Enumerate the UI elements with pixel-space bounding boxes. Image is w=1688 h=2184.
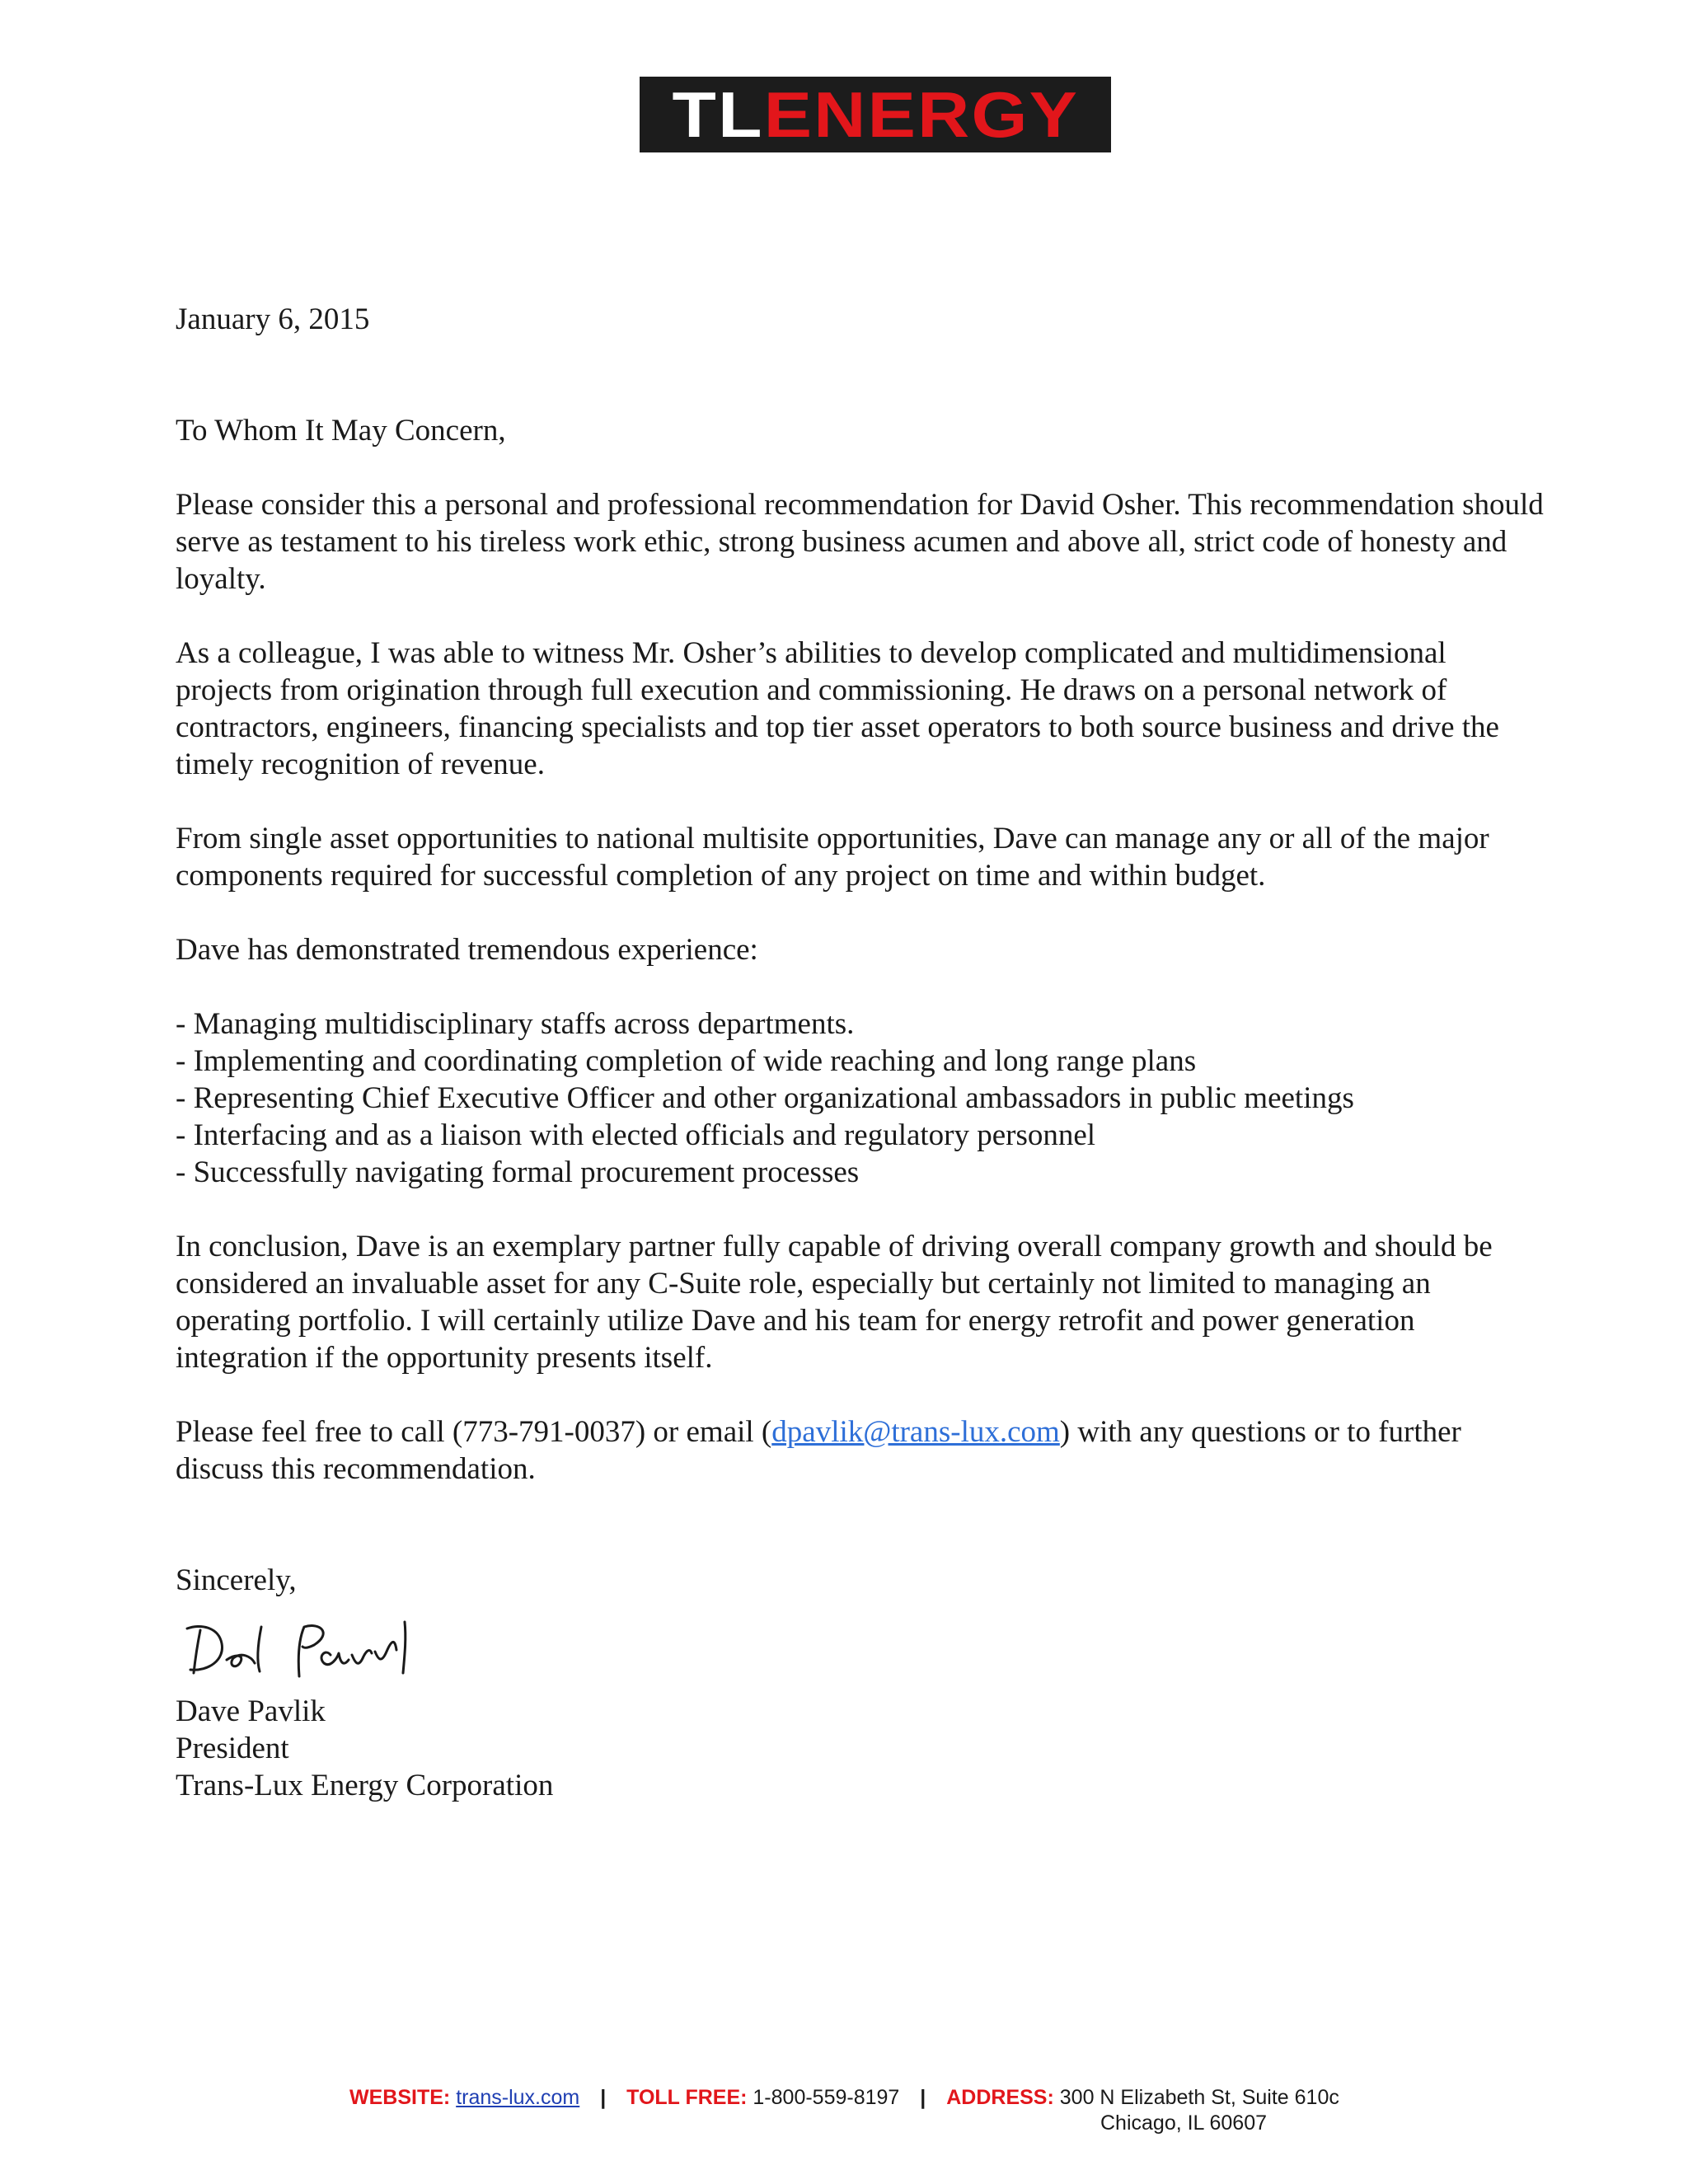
tollfree-colon: : <box>740 2086 748 2109</box>
tollfree-label: TOLL FREE <box>626 2086 741 2109</box>
list-item: - Successfully navigating formal procurement processes <box>176 1155 860 1189</box>
list-item: - Representing Chief Executive Officer and other organizational ambassadors in public meetings <box>176 1081 1354 1115</box>
letter-body <box>176 301 1544 1804</box>
website-colon: : <box>443 2086 451 2109</box>
paragraph-6 <box>176 1413 1544 1488</box>
paragraph-4: Dave has demonstrated tremendous experience: <box>176 933 758 967</box>
letter-date: January 6, 2015 <box>176 302 370 336</box>
list-item: - Implementing and coordinating completion of wide reaching and long range plans <box>176 1044 1197 1078</box>
paragraph-5: In conclusion, Dave is an exemplary partner fully capable of driving overall company growth and should be considered an invaluable asset for any C-Suite role, especially but certainly not limited to managing an operating portfolio. I will certainly utilize Dave and his team for energy retrofit and power generation integration if the opportunity presents itself. <box>176 1230 1493 1375</box>
paragraph-2: As a colleague, I was able to witness Mr. Osher’s abilities to develop complicated and multidimensional projects from origination through full execution and commissioning. He draws on a personal network of contractors, engineers, financing specialists and top tier asset operators to both source business and drive the timely recognition of revenue. <box>176 636 1499 781</box>
address-line-1: 300 N Elizabeth St, Suite 610c <box>1059 2086 1339 2109</box>
paragraph-3: From single asset opportunities to national multisite opportunities, Dave can manage any or all of the major components required for successful completion of any project on time and within budget. <box>176 822 1489 893</box>
email-link[interactable]: dpavlik@trans-lux.com <box>771 1415 1060 1449</box>
website-label: WEBSITE <box>349 2086 443 2109</box>
footer-separator: | <box>920 2086 926 2109</box>
logo-tl: TL <box>672 78 764 151</box>
signature-image <box>176 1605 439 1688</box>
experience-list <box>176 1005 1544 1191</box>
salutation: To Whom It May Concern, <box>176 414 506 448</box>
footer-separator: | <box>600 2086 607 2109</box>
closing: Sincerely, <box>176 1563 297 1597</box>
signer-company: Trans-Lux Energy Corporation <box>176 1769 554 1802</box>
paragraph-1: Please consider this a personal and professional recommendation for David Osher. This recommendation should serve as testament to his tireless work ethic, strong business acumen and above all, strict code of honesty and loyalty. <box>176 488 1544 596</box>
footer-line-1 <box>349 2085 1339 2111</box>
list-item: - Interfacing and as a liaison with elected officials and regulatory personnel <box>176 1118 1096 1152</box>
footer-line-2 <box>1100 2111 1267 2136</box>
tollfree-number: 1-800-559-8197 <box>753 2086 900 2109</box>
contact-text-before: Please feel free to call (773-791-0037) or email ( <box>176 1415 772 1449</box>
signer-name: Dave Pavlik <box>176 1694 326 1728</box>
list-item: - Managing multidisciplinary staffs across departments. <box>176 1007 855 1041</box>
signer-title: President <box>176 1732 289 1765</box>
logo-energy: ENERGY <box>763 78 1079 151</box>
address-label: ADDRESS: <box>946 2086 1054 2109</box>
contact-text-after: ) with any questions or to further discuss this recommendation. <box>176 1415 1461 1486</box>
address-line-2: Chicago, IL 60607 <box>1100 2111 1268 2135</box>
logo-wordmark <box>672 78 1079 151</box>
company-logo <box>640 77 1111 152</box>
website-link[interactable]: trans-lux.com <box>456 2086 580 2109</box>
